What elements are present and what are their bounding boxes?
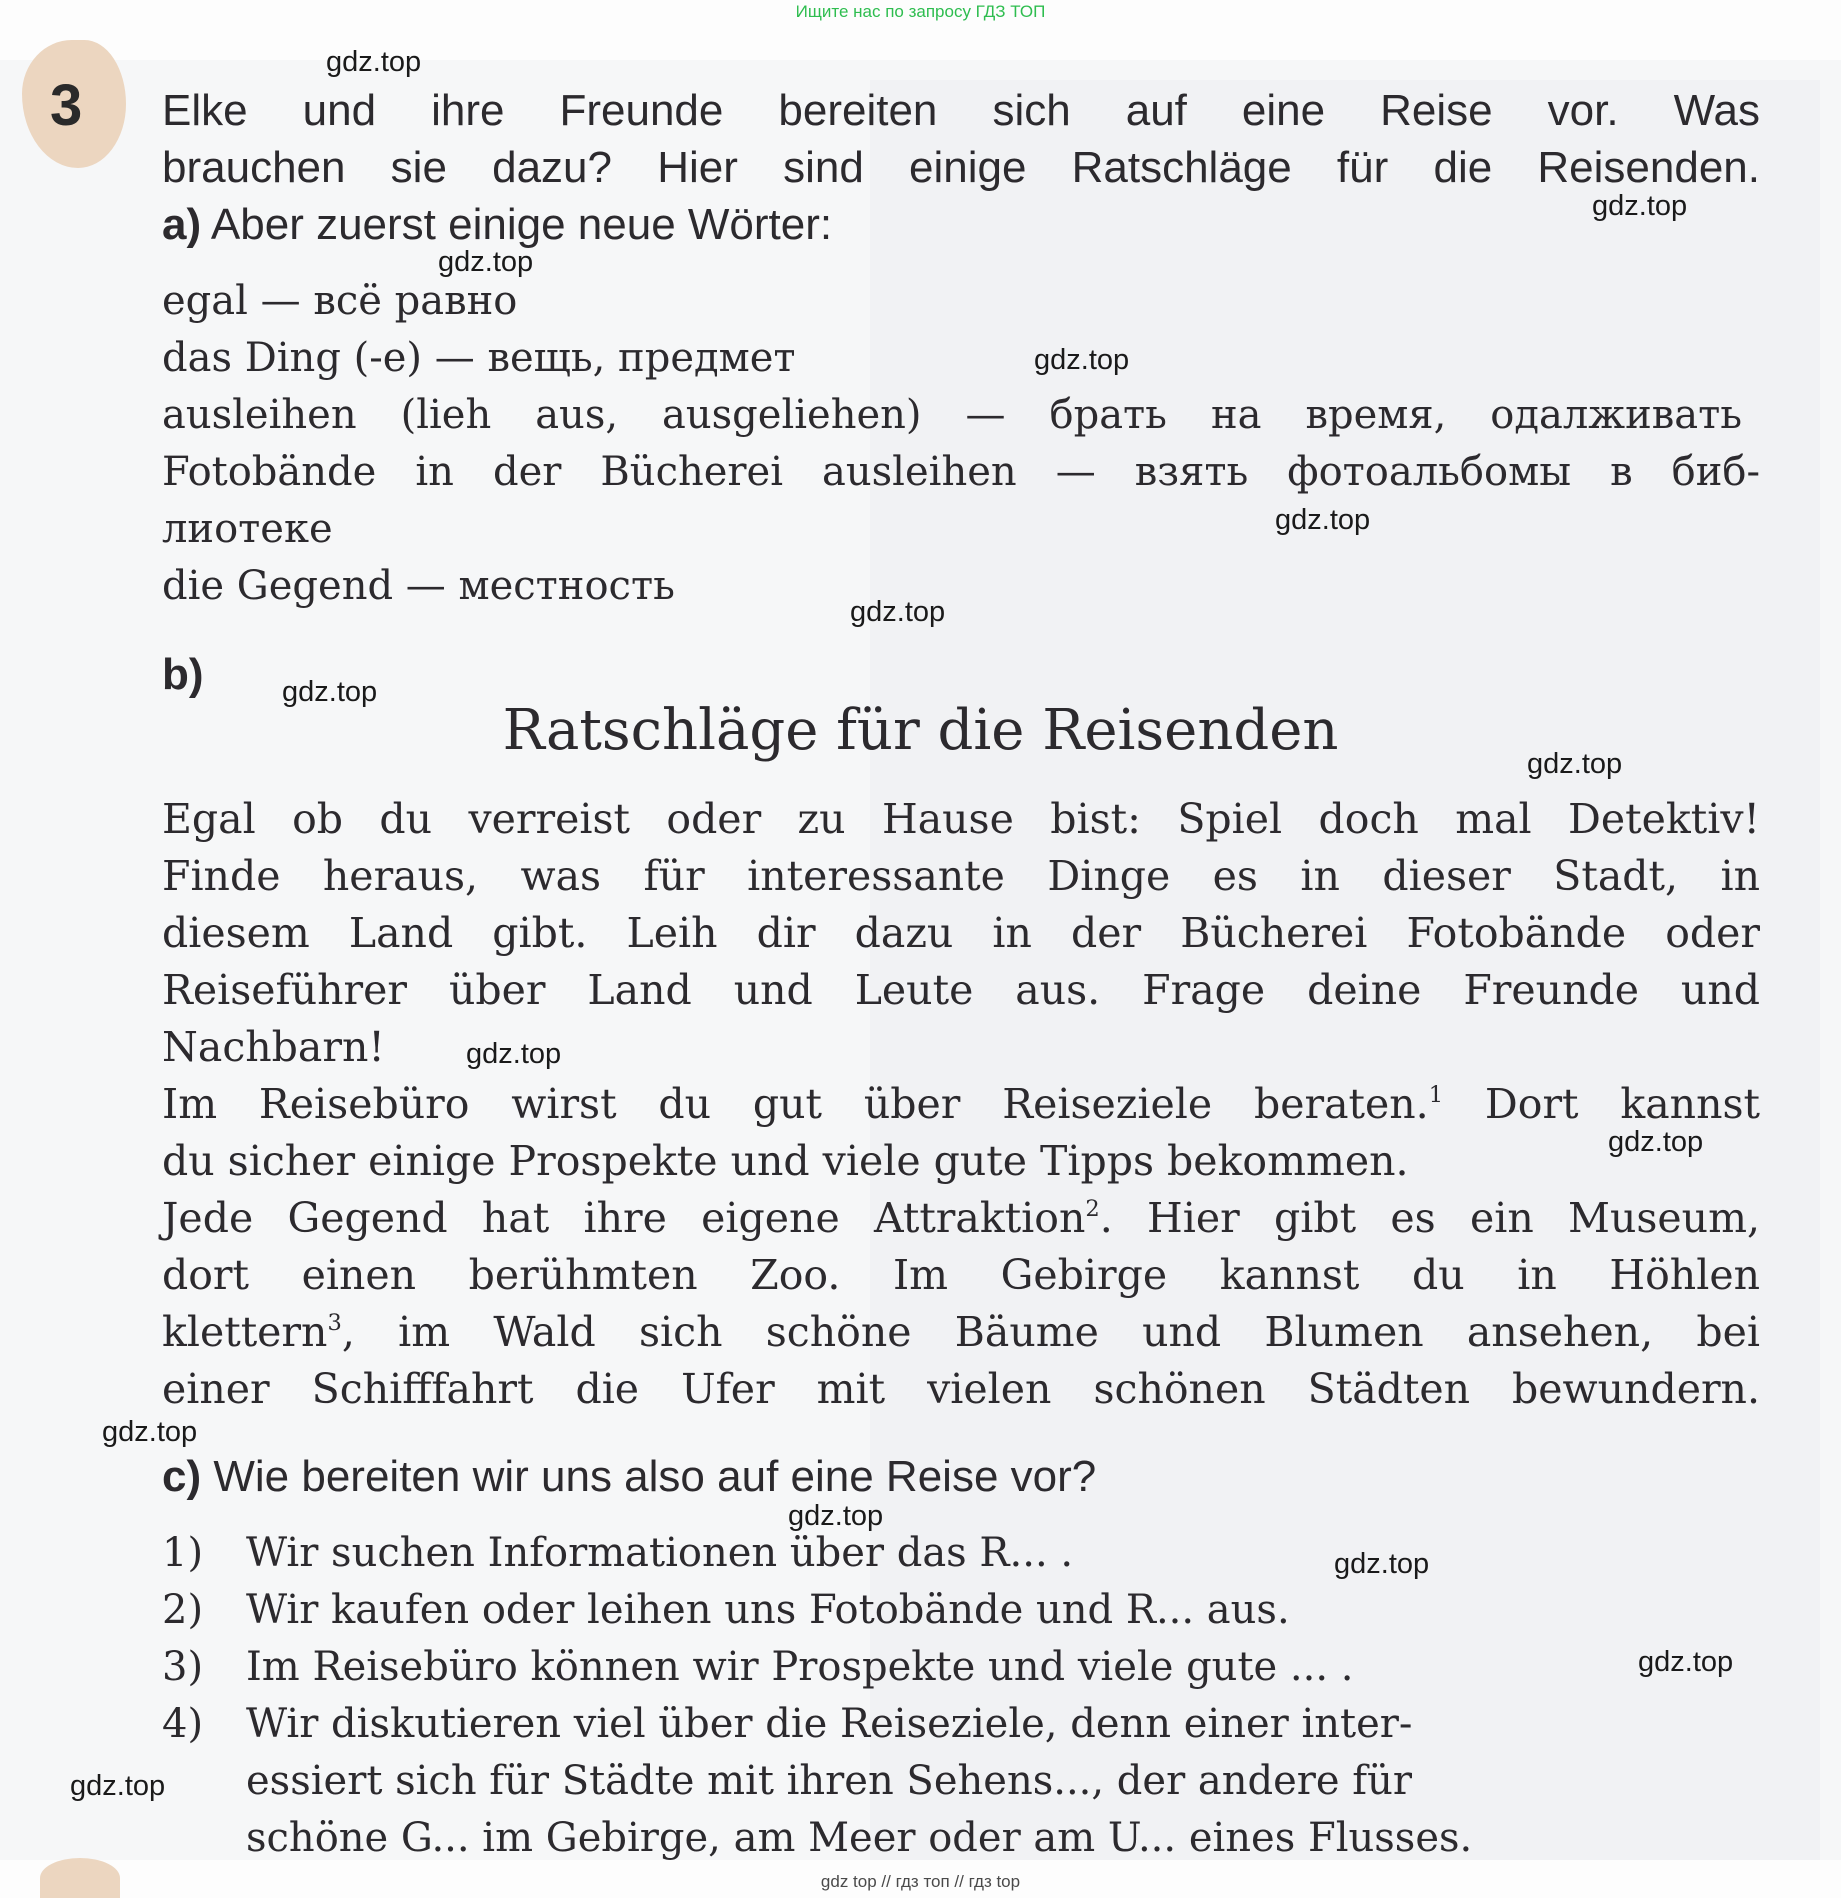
watermark: gdz.top xyxy=(1608,1126,1704,1158)
watermark: gdz.top xyxy=(1275,504,1371,536)
part-a-heading-text: Aber zuerst einige neue Wörter: xyxy=(210,200,833,249)
text-segment: Jede Gegend hat ihre eigene Attraktion xyxy=(162,1194,1086,1242)
intro-line: brauchen sie dazu? Hier sind einige Ratschläge für die Reisenden. xyxy=(162,143,1760,192)
task-number: 3 xyxy=(50,73,83,138)
vocab-line: ausleihen (lieh aus, ausgeliehen) — брать на время, одалживать xyxy=(162,392,1742,438)
part-c-heading xyxy=(162,1452,1096,1502)
exercise-item xyxy=(162,1644,1353,1690)
exercise-item-continued: essiert sich für Städte mit ihren Sehens..., der andere für xyxy=(246,1758,1412,1804)
watermark: gdz.top xyxy=(1334,1548,1430,1580)
text-line: einer Schifffahrt die Ufer mit vielen schönen Städten bewundern. xyxy=(162,1365,1760,1413)
part-c-heading-text: Wie bereiten wir uns also auf eine Reise vor? xyxy=(213,1452,1097,1501)
footnote-mark: 3 xyxy=(327,1310,342,1337)
text-line: Finde heraus, was für interessante Dinge es in dieser Stadt, in xyxy=(162,852,1760,900)
text-line: diesem Land gibt. Leih dir dazu in der Bücherei Fotobände oder xyxy=(162,909,1760,957)
text-line: Nachbarn! xyxy=(162,1023,385,1071)
watermark: gdz.top xyxy=(1638,1646,1734,1678)
vocab-line: das Ding (-e) — вещь, предмет xyxy=(162,335,796,381)
vocab-line: Fotobände in der Bücherei ausleihen — взять фотоальбомы в биб- xyxy=(162,449,1760,495)
item-text: Im Reisebüro können wir Prospekte und viele gute ... . xyxy=(246,1644,1354,1690)
vocab-line: лиотеке xyxy=(162,506,333,552)
watermark: gdz.top xyxy=(466,1038,562,1070)
item-text: Wir suchen Informationen über das R... . xyxy=(246,1530,1074,1576)
watermark: gdz.top xyxy=(850,596,946,628)
watermark: gdz.top xyxy=(102,1416,198,1448)
exercise-item xyxy=(162,1530,1073,1576)
text-line: dort einen berühmten Zoo. Im Gebirge kannst du in Höhlen xyxy=(162,1251,1760,1299)
vocab-line: egal — всё равно xyxy=(162,278,518,324)
watermark: gdz.top xyxy=(1034,344,1130,376)
watermark: gdz.top xyxy=(326,46,422,78)
watermark: gdz.top xyxy=(1527,748,1623,780)
intro-line: Elke und ihre Freunde bereiten sich auf eine Reise vor. Was xyxy=(162,86,1760,135)
item-text: Wir kaufen oder leihen uns Fotobände und R... aus. xyxy=(246,1587,1290,1633)
vocab-line: die Gegend — местность xyxy=(162,563,675,609)
text-line xyxy=(162,1308,1760,1356)
text-line: Reiseführer über Land und Leute aus. Frage deine Freunde und xyxy=(162,966,1760,1014)
text-line: Egal ob du verreist oder zu Hause bist: Spiel doch mal Detektiv! xyxy=(162,795,1760,843)
text-line xyxy=(162,1194,1760,1242)
watermark: gdz.top xyxy=(438,246,534,278)
reading-title: Ratschläge für die Reisenden xyxy=(502,698,1339,763)
watermark: gdz.top xyxy=(282,676,378,708)
watermark: gdz.top xyxy=(1592,190,1688,222)
item-number: 1) xyxy=(162,1530,204,1576)
part-a-heading xyxy=(162,200,832,250)
text-segment: . Hier gibt es ein Museum, xyxy=(1099,1194,1760,1242)
bottom-banner[interactable]: gdz top // гдз топ // гдз top xyxy=(820,1872,1021,1891)
part-a-label: a) xyxy=(162,200,202,249)
text-segment: klettern xyxy=(162,1308,328,1356)
watermark: gdz.top xyxy=(70,1770,166,1802)
part-c-label: c) xyxy=(162,1452,202,1501)
part-b-label: b) xyxy=(162,650,204,699)
text-segment: , im Wald sich schöne Bäume und Blumen ansehen, bei xyxy=(341,1308,1760,1356)
text-line xyxy=(162,1080,1760,1128)
text-segment: Dort kannst xyxy=(1443,1080,1760,1128)
item-text: Wir diskutieren viel über die Reiseziele, denn einer inter- xyxy=(246,1701,1413,1747)
text-line: du sicher einige Prospekte und viele gute Tipps bekommen. xyxy=(162,1137,1409,1185)
exercise-item-continued: schöne G... im Gebirge, am Meer oder am U... eines Flusses. xyxy=(246,1815,1473,1861)
item-number: 2) xyxy=(162,1587,204,1633)
watermark: gdz.top xyxy=(788,1500,884,1532)
item-number: 3) xyxy=(162,1644,204,1690)
footnote-mark: 1 xyxy=(1428,1082,1444,1109)
exercise-item xyxy=(162,1701,1412,1747)
footnote-mark: 2 xyxy=(1085,1196,1100,1223)
exercise-item xyxy=(162,1587,1290,1633)
top-banner[interactable]: Ищите нас по запросу ГДЗ ТОП xyxy=(795,2,1046,21)
item-number: 4) xyxy=(162,1701,204,1747)
text-segment: Im Reisebüro wirst du gut über Reiseziele beraten. xyxy=(162,1080,1429,1128)
